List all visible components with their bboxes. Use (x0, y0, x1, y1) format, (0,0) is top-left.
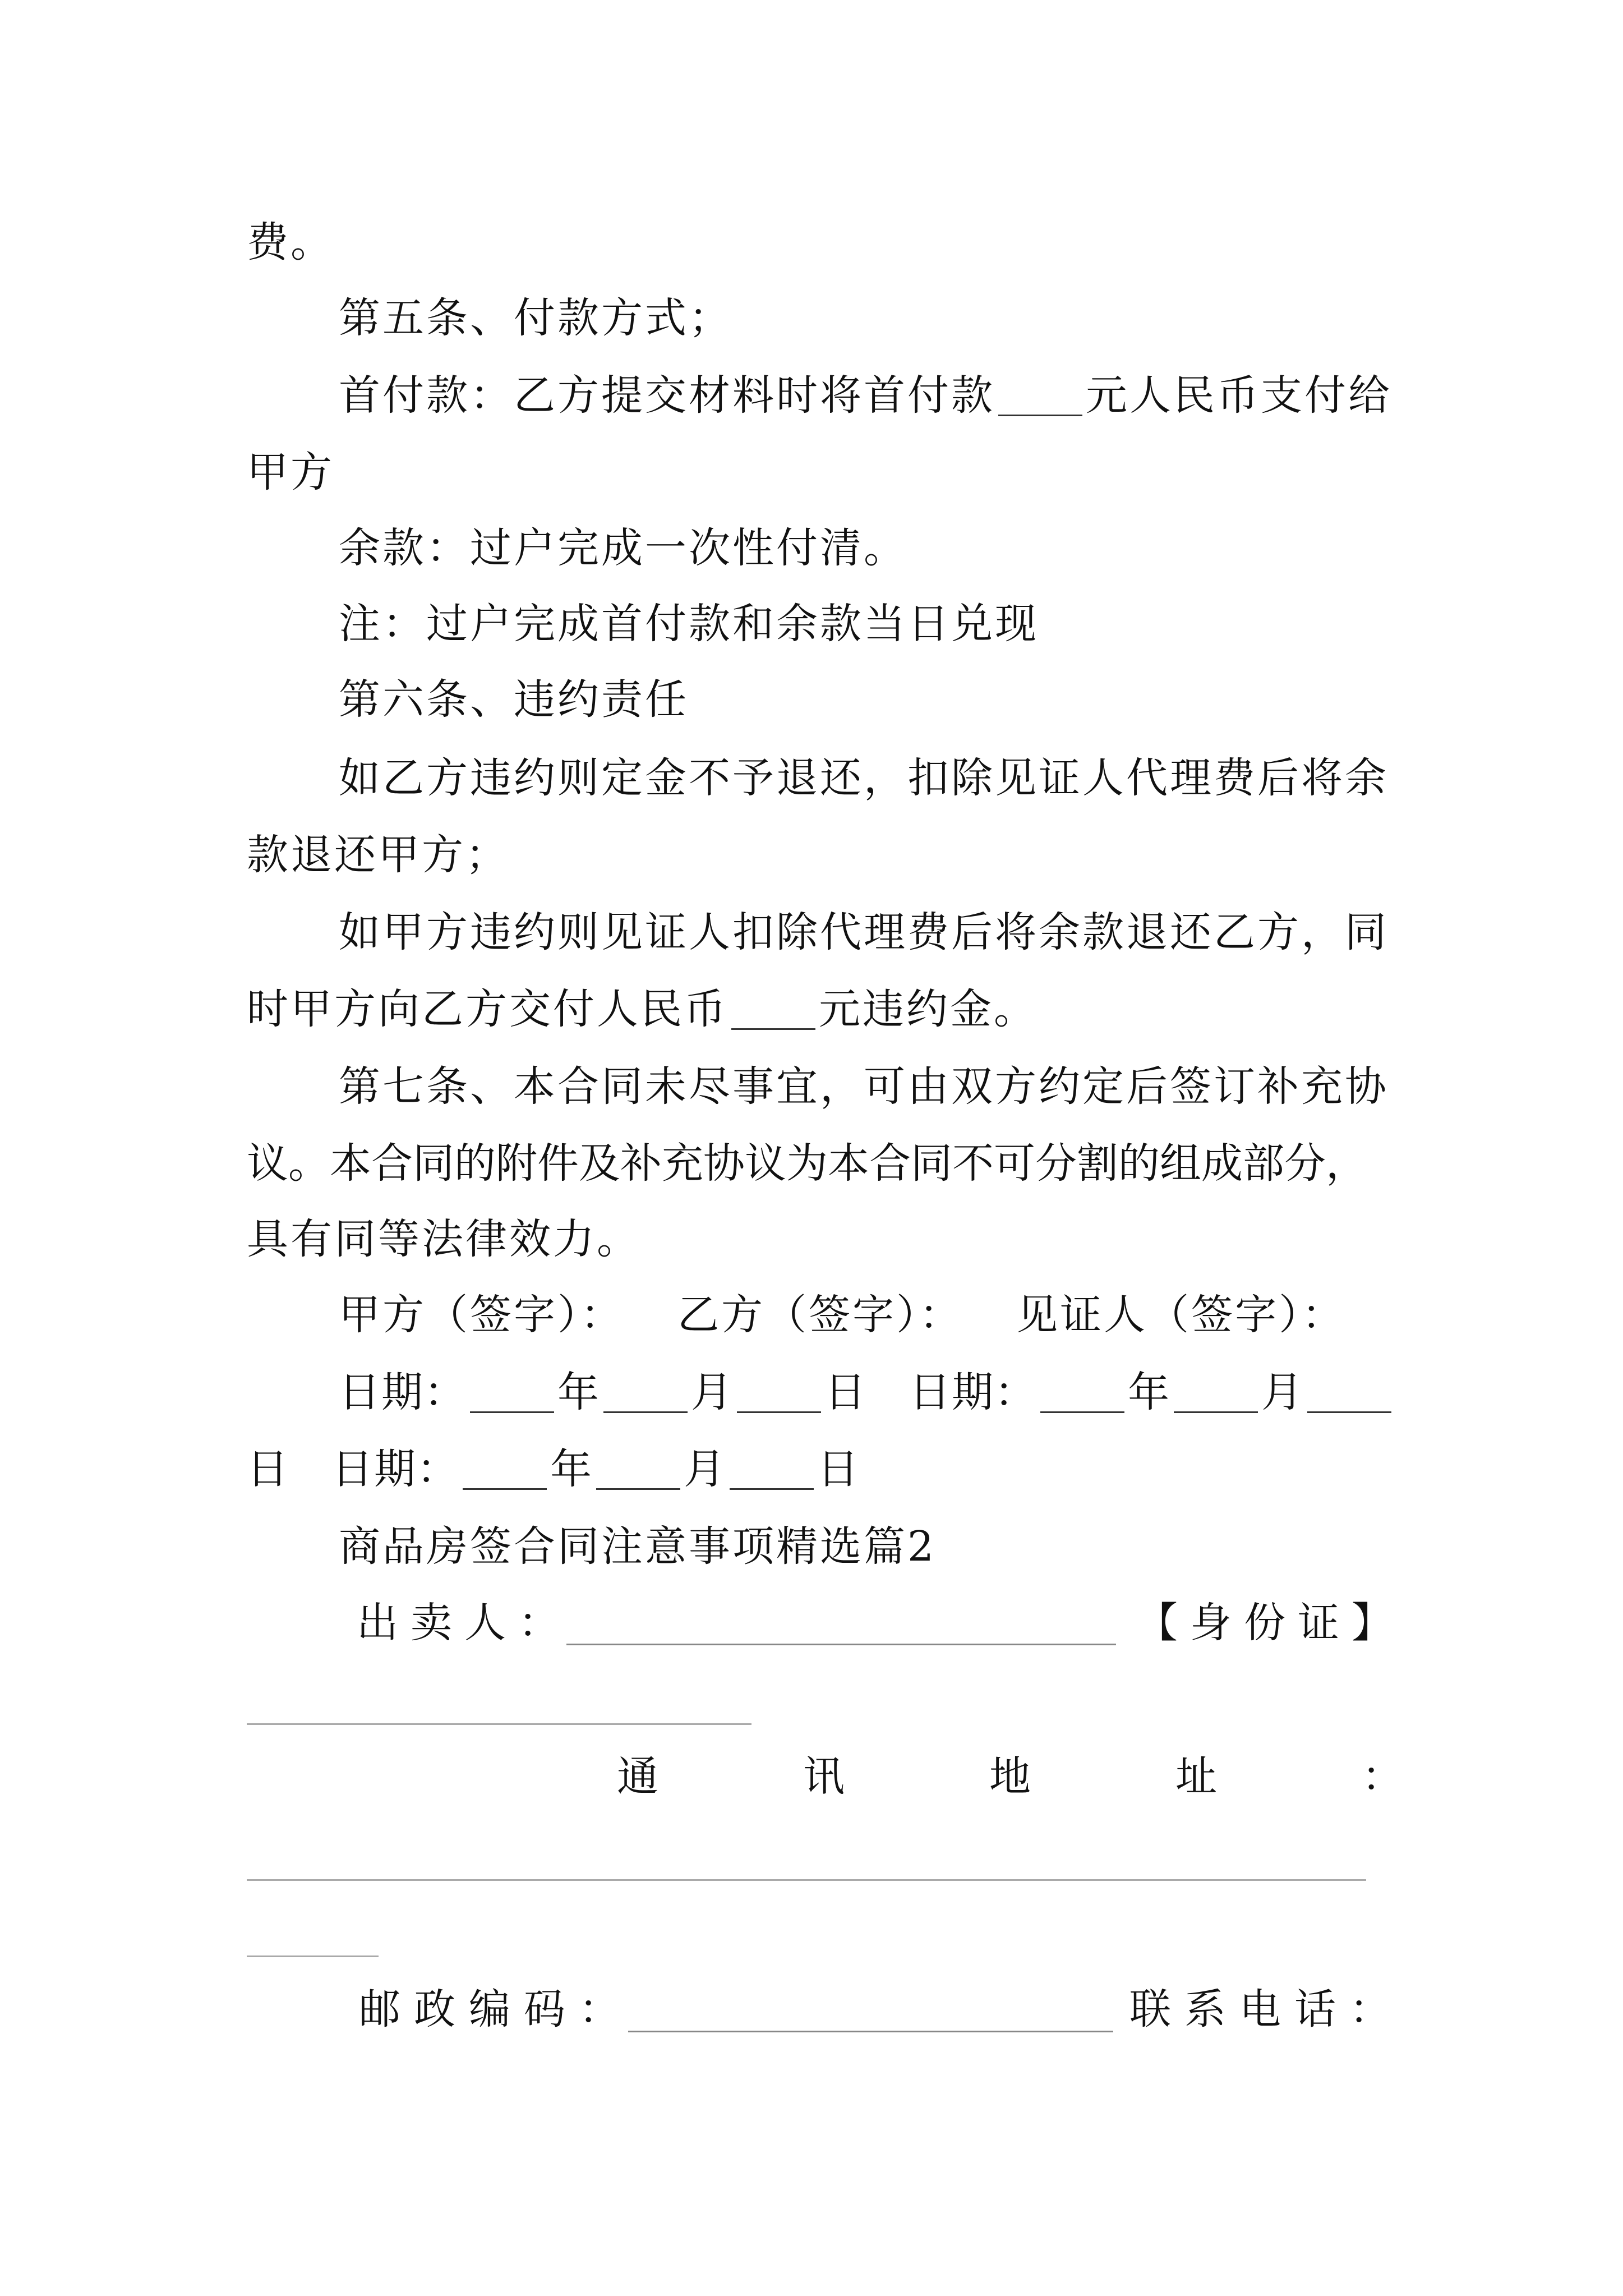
text-line (247, 1215, 640, 1263)
month-label: 月 (684, 1445, 727, 1493)
article-5-heading (339, 294, 732, 342)
line-text: 如乙方违约则定金不予退还，扣除见证人代理费后将余 (339, 754, 1389, 802)
year-label: 年 (550, 1445, 593, 1493)
id-card-blank[interactable] (247, 1723, 751, 1725)
day-label: 日 (824, 1368, 867, 1416)
year-field[interactable] (470, 1378, 554, 1413)
address-line (617, 1752, 1548, 1801)
line-text: 元人民币支付给 (1086, 371, 1392, 420)
section-title (339, 1522, 937, 1571)
date-label: 日期： (331, 1445, 460, 1493)
year-label: 年 (1128, 1368, 1171, 1416)
month-field[interactable] (596, 1455, 680, 1490)
year-field[interactable] (1040, 1378, 1124, 1413)
postal-line (359, 1985, 634, 2033)
postal-code-blank[interactable] (628, 2031, 1113, 2032)
month-label: 月 (691, 1368, 734, 1416)
day-label: 日 (247, 1445, 289, 1493)
month-label: 月 (1261, 1368, 1304, 1416)
blank-field[interactable] (731, 995, 815, 1030)
down-payment-line (339, 371, 1392, 420)
phone-label: 联系电话： (1129, 1985, 1404, 2033)
month-field[interactable] (603, 1378, 688, 1413)
line-text: 第七条、本合同未尽事宜，可由双方约定后签订补充协 (339, 1062, 1389, 1111)
line-text: 甲方 (247, 448, 334, 496)
party-a-signature-label: 甲方（签字）： (339, 1291, 624, 1339)
note-line (339, 600, 1039, 648)
line-text: 款退还甲方； (247, 831, 509, 879)
text-line (339, 754, 1389, 802)
address-blank-continued[interactable] (247, 1955, 379, 1957)
year-field[interactable] (463, 1455, 547, 1490)
date-line (247, 1445, 860, 1493)
day-label: 日 (817, 1445, 860, 1493)
day-field[interactable] (737, 1378, 821, 1413)
seller-label: 出卖人： (357, 1599, 572, 1647)
text-line (339, 908, 1389, 956)
date-line (339, 1368, 1395, 1416)
line-text: 具有同等法律效力。 (247, 1215, 640, 1263)
line-text: 首付款：乙方提交材料时将首付款 (339, 371, 995, 420)
signature-line (339, 1291, 1346, 1339)
witness-signature-label: 见证人（签字）： (1016, 1291, 1346, 1339)
article-7-heading (339, 1062, 1389, 1111)
text-line (247, 831, 509, 879)
line-text: 余款：过户完成一次性付清。 (339, 524, 907, 572)
date-label: 日期： (909, 1368, 1038, 1416)
phone-line (1129, 1985, 1404, 2033)
line-text: 如甲方违约则见证人扣除代理费后将余款退还乙方，同 (339, 908, 1389, 956)
seller-line (357, 1599, 572, 1647)
text-line (247, 1139, 1367, 1188)
date-label: 日期： (339, 1368, 467, 1416)
text-line (247, 448, 334, 496)
line-text: 注：过户完成首付款和余款当日兑现 (339, 600, 1039, 648)
blank-field[interactable] (998, 381, 1082, 416)
text-line (247, 985, 1038, 1033)
address-blank[interactable] (247, 1879, 1366, 1881)
day-field[interactable] (730, 1455, 814, 1490)
month-field[interactable] (1174, 1378, 1258, 1413)
line-text: 商品房签合同注意事项精选篇2 (339, 1522, 937, 1571)
day-field[interactable] (1307, 1378, 1391, 1413)
line-text: 时甲方向乙方交付人民币 (247, 985, 728, 1033)
id-card-label-wrap (1136, 1599, 1405, 1647)
line-text: 议。本合同的附件及补充协议为本合同不可分割的组成部分， (247, 1139, 1367, 1188)
line-text: 第五条、付款方式； (339, 294, 732, 342)
text-line (247, 218, 334, 266)
seller-blank[interactable] (566, 1644, 1116, 1645)
line-text: 费。 (247, 218, 334, 266)
id-card-label: 【身份证】 (1136, 1599, 1405, 1647)
address-label: 通讯地址： (617, 1752, 1548, 1801)
article-6-heading (339, 675, 689, 724)
line-text: 元违约金。 (819, 985, 1038, 1033)
postal-code-label: 邮政编码： (359, 1985, 634, 2033)
year-label: 年 (557, 1368, 600, 1416)
line-text: 第六条、违约责任 (339, 675, 689, 724)
party-b-signature-label: 乙方（签字）： (677, 1291, 963, 1339)
balance-line (339, 524, 907, 572)
